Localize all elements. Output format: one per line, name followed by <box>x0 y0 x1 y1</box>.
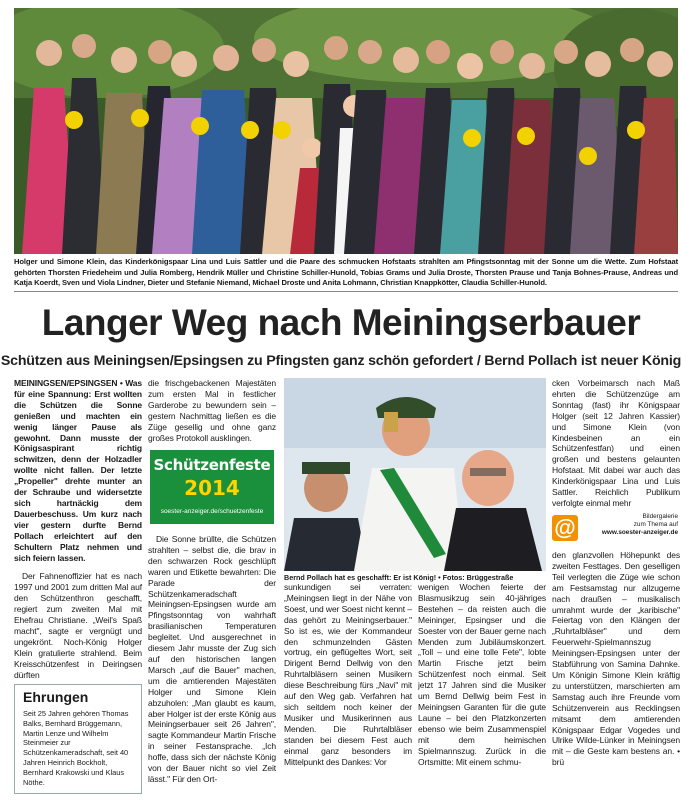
schuetzenfeste-promo[interactable] <box>150 450 274 524</box>
ehrungen-text: Seit 25 Jahren gehören Thomas Balks, Bernhard Brüggemann, Martin Lenze und Wilhelm Steinmeier zur Schützenkameradschaft, seit 40 Jahren Heinrich Bockholt, Bernhard Krakowski und Klaus Nöthe. <box>23 709 129 787</box>
body-paragraph: cken Vorbeimarsch nach Maß ehrten die Schützenzüge am Sonntag (fast) ihr Königspaar Holger (seit 12 Jahren Kassier) und Simone Klein (von Kindesbeinen an ein Schützenfestfan) und einen großen und bestens gelaunten Hofstaat. Mit dabei war auch das Kinderkönigspaar Lina und Luis Sattler. Reichlich Publikum verfolgte einmal mehr <box>552 378 680 508</box>
at-icon: @ <box>552 515 578 541</box>
body-paragraph: die frischgebackenen Majestäten zum ersten Mal in festlicher Garderobe zu bewundern sein – gestern Nachmittag ließen es die Züge gesellig und ohne ganz großes Protokoll ausklingen. <box>148 378 276 443</box>
photo-caption: Bernd Pollach hat es geschafft: Er ist König! • Fotos: Brüggestraße <box>284 573 514 582</box>
lead-paragraph: Was für eine Spannung: Erst wollten die Schützen die Sonne genießen und machten ein wenig länger Pause als gewohnt. Dann musste der Königsaspirant richtig schwitzen, denn der Holzadler wollte nicht fallen. Der letzte „Propeller" drehte munter an der Schraube und widersetzte sich hartnäckig dem Dauerbeschuss. Um kurz nach vier gestern durfte Bernd Pollach erleichtert auf den Schultern Platz nehmen und sich feiern lassen. <box>14 378 142 563</box>
body-paragraph: Der Fahnenoffizier hat es nach 1997 und 2001 zum dritten Mal auf den Schützenthron geschafft, regiert zum zweiten Mal mit Ehefrau Christiane. „Weil's Spaß macht", sagte er vergnügt und ungekrönt. Noch-König Holger Klein gratulierte strahlend. Beim Kreisschützenfest in Deiringsen dürften <box>14 571 142 680</box>
promo-url[interactable]: soester-anzeiger.de/schuetzenfeste <box>160 508 264 515</box>
subheadline: Schützen aus Meiningsen/Epsingsen zu Pfingsten ganz schön gefordert / Bernd Pollach ist neuer König <box>0 353 682 369</box>
ehrungen-box <box>14 684 142 794</box>
promo-year: 2014 <box>184 476 240 500</box>
bildergalerie-line1: Bildergalerie <box>642 513 678 520</box>
body-paragraph: wenigen Wochen feierte der Blasmusikzug sein 40-jähriges Bestehen – da reisten auch die Meininger, Epsingser und die Soester von der Bauer gerne nach Menden zum Jubiläumskonzert. „Toll – und eine tolle Fete", lobte Martin Frische jetzt beim Schützenfest noch einmal. Seit jetzt 17 Jahren sind die Musiker um Bernd Dellwig beim Fest in Meiningsen Garanten für die gute Laune – bei den Platzkonzerten ebenso wie beim Zusammenspiel mit dem heimischen Spielmannszug. Zurück in die Ortsmitte: Mit einem schmu- <box>418 582 546 767</box>
article-column-5-continued <box>552 550 680 768</box>
ehrungen-title: Ehrungen <box>23 689 89 705</box>
article-column-2 <box>148 378 276 443</box>
bildergalerie-line2: zum Thema auf <box>633 521 678 528</box>
headline: Langer Weg nach Meiningserbauer <box>41 302 641 343</box>
body-paragraph: sunkundigen sei verraten: „Meiningsen liegt in der Nähe von Soest, und wer Soest nicht kennt – das gehört zu Meiningserbauer." So ist es, wie der Kommandeur den schmunzelnden Gästen vortrug, ein geflügeltes Wort, seit Dirigent Bernd Dellwig von den Ruhrtalbläsern seinen Musikern diese Beschreibung fürs „Navi" mit auf den Weg gab. Verfahren hat sich seitdem noch keiner der Musiker und Musikerinnen aus Menden. Die Ruhrtalbläser standen bei diesem Fest auch einmal ganz besonders im Mittelpunkt des Dankes: Vor <box>284 582 412 767</box>
photo-caption: Holger und Simone Klein, das Kinderkönigspaar Lina und Luis Sattler und die Paare des schmucken Hofstaats strahlten am Pfingstsonntag mit der Sonne um die Wette. Zum Hofstaat gehörten Thorsten Friedeheim und Julia Romberg, Hendrik Müller und Christine Schiller-Hunold, Tobias Grams und Julia Droste, Thorsten Prause und Tanja Bohnes-Prause, Andreas und Katja Koerdt, Sven und Viola Lindner, Dieter und Stefanie Niemand, Michael Droste und Anita Lohmann, Christian Knappkötter, Claudia Schiller-Hunold. <box>14 257 678 288</box>
divider <box>14 291 678 292</box>
bildergalerie-link[interactable]: www.soester-anzeiger.de <box>601 529 678 536</box>
body-paragraph: Die Sonne brüllte, die Schützen strahlten – selbst die, die brav in den schwarzen Rock geschlüpft waren und Etikette bewahrten: Die Parade der Schützenkameradschaft Meiningsen-Epsingsen wurde am Pfingstsonntag von wahrhaft brasilianischen Temperaturen begleitet. Und ausgerechnet in diesem Jahr musste der Zug sich auf den historischen langen Marsch „auf die Bauer" machen, um die amtierenden Majestäten Holger und Simone Klein abzuholen: „Man glaubt es kaum, aber Holger ist der erste König aus Meiningserbauer seit 26 Jahren", sagte Kommandeur Martin Frische in seiner Festansprache. „Ich hoffe, dass sich der nächste König von der Bauer nicht so viel Zeit lässt." Für den Ort- <box>148 534 276 784</box>
article-column-4 <box>418 582 546 767</box>
dateline: MEININGSEN/EPSINGSEN <box>14 378 118 388</box>
bildergalerie-box[interactable] <box>552 511 678 547</box>
body-paragraph: den glanzvollen Höhepunkt des zweiten Festtages. Den geselligen Teil verlegten die Züge wie schon am Festsamstag nur allzugerne nach draußen – musikalisch umrahmt wurde der „karibische" Feiertag von den Klängen der „Ruhrtalbläser" und dem Feuerwehr-Spielmannszug Meiningsen-Epsingsen unter der Stabführung von Samina Dahnke. Um Königin Simone Klein kräftig zu unterstützen, marschierten am Samstag auch ihre Freunde vom Schützenverein aus Recklingsen mitsamt dem amtierenden Königspaar Edgar Vogedes und Ulrike Wilde-Lünker in Meiningsen mit – die Geste kam bestens an. • brü <box>552 550 680 768</box>
article-column-5 <box>552 378 680 509</box>
article-column-2-continued <box>148 534 276 785</box>
promo-title: Schützenfeste <box>153 456 271 474</box>
article-column-1: MEININGSEN/EPSINGSEN • Was für eine Spannung: Erst wollten die Schützen die Sonne genießen und machten ein wenig länger Pause als gewohnt. Dann musste der Königsaspirant richtig schwitzen, denn der Holzadler wollte nicht fallen. Der letzte „Propeller" drehte munter an der Schraube und widersetzte sich hartnäckig dem Dauerbeschuss. Um kurz nach vier gestern durfte Bernd Pollach erleichtert auf den Schultern Platz nehmen und sich feiern lassen. Der Fahnenoffizier hat es nach 1997 und 2001 zum dritten Mal auf den Schützenthron geschafft, regiert zum zweiten Mal mit Ehefrau Christiane. „Weil's Spaß macht", sagte er vergnügt und ungekrönt. Noch-König Holger Klein gratulierte strahlend. Beim Kreisschützenfest in Deiringsen dürften <box>14 378 142 680</box>
bildergalerie-text <box>582 513 678 537</box>
king-photo <box>284 378 546 571</box>
group-photo <box>14 8 678 254</box>
article-column-3 <box>284 582 412 767</box>
